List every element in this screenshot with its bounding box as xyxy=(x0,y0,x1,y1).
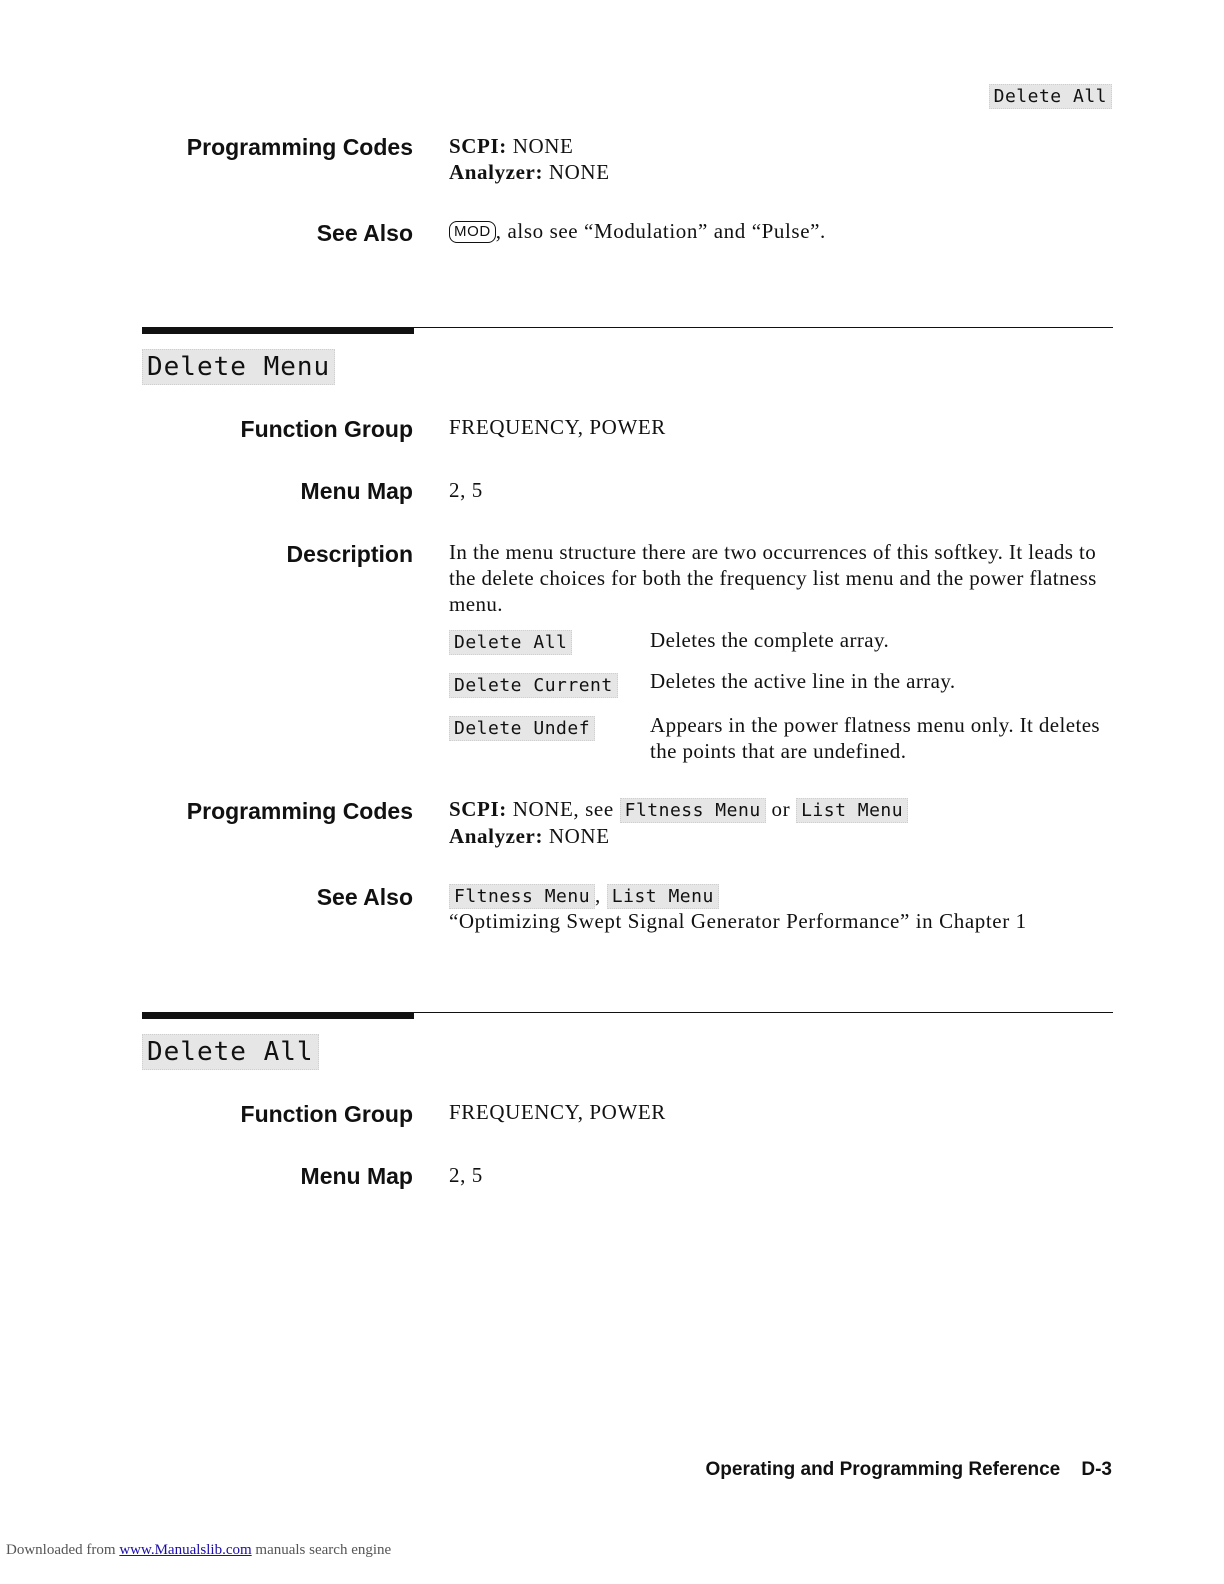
scpi-value: NONE xyxy=(512,134,574,158)
menu-map-value: 2, 5 xyxy=(449,478,483,502)
fltness-menu-key: Fltness Menu xyxy=(449,884,595,909)
programming-codes-label: Programming Codes xyxy=(186,134,413,160)
description-label: Description xyxy=(286,541,413,567)
download-suffix: manuals search engine xyxy=(255,1542,392,1558)
manualslib-link[interactable]: www.Manualslib.com xyxy=(119,1542,252,1558)
or-text: or xyxy=(771,797,791,821)
option-key-delete-all: Delete All xyxy=(449,630,572,655)
option-text-delete-current: Deletes the active line in the array. xyxy=(650,669,956,693)
fltness-menu-key: Fltness Menu xyxy=(620,798,766,823)
function-group-value: FREQUENCY, POWER xyxy=(449,415,666,439)
option-text-delete-all: Deletes the complete array. xyxy=(650,628,890,652)
see-also-label: See Also xyxy=(316,220,413,246)
delete-menu-title: Delete Menu xyxy=(142,349,335,385)
analyzer-line xyxy=(449,160,610,185)
delete-all-title: Delete All xyxy=(142,1034,319,1070)
function-group-value: FREQUENCY, POWER xyxy=(449,1100,666,1124)
analyzer-value: NONE xyxy=(548,824,610,848)
list-menu-key: List Menu xyxy=(796,798,908,823)
see-also-separator: , xyxy=(595,883,601,907)
mod-hardkey: MOD xyxy=(449,221,496,243)
option-key-delete-undef: Delete Undef xyxy=(449,716,595,741)
option-key-delete-current: Delete Current xyxy=(449,673,618,698)
see-also-line xyxy=(449,219,826,244)
download-notice xyxy=(6,1542,391,1559)
function-group-label: Function Group xyxy=(240,1101,413,1127)
list-menu-key: List Menu xyxy=(607,884,719,909)
scpi-line xyxy=(449,134,573,159)
menu-map-label: Menu Map xyxy=(300,1163,413,1189)
section-rule-bar xyxy=(142,327,414,334)
programming-codes-label: Programming Codes xyxy=(186,798,413,824)
download-prefix: Downloaded from xyxy=(6,1542,116,1558)
see-also-keys xyxy=(449,883,719,909)
scpi-label: SCPI: xyxy=(449,797,507,821)
analyzer-label: Analyzer: xyxy=(449,160,544,184)
footer-page-number: D-3 xyxy=(1081,1459,1112,1480)
see-also-text: , also see “Modulation” and “Pulse”. xyxy=(495,219,826,243)
running-header-key: Delete All xyxy=(989,84,1112,109)
option-text-delete-undef: Appears in the power flatness menu only. It deletes the points that are undefined. xyxy=(650,713,1100,763)
page-footer xyxy=(706,1459,1113,1481)
footer-section-title: Operating and Programming Reference xyxy=(705,1459,1061,1480)
menu-map-value: 2, 5 xyxy=(449,1163,483,1187)
analyzer-line xyxy=(449,824,610,849)
see-also-text: “Optimizing Swept Signal Generator Performance” in Chapter 1 xyxy=(449,909,1027,933)
description-text: In the menu structure there are two occurrences of this softkey. It leads to the delete choices for both the frequency list menu and the power flatness menu. xyxy=(449,540,1097,616)
section-rule-bar xyxy=(142,1012,414,1019)
see-also-label: See Also xyxy=(316,884,413,910)
menu-map-label: Menu Map xyxy=(300,478,413,504)
scpi-line xyxy=(449,797,908,823)
analyzer-value: NONE xyxy=(548,160,610,184)
function-group-label: Function Group xyxy=(240,416,413,442)
scpi-value: NONE, see xyxy=(512,797,614,821)
scpi-label: SCPI: xyxy=(449,134,507,158)
analyzer-label: Analyzer: xyxy=(449,824,544,848)
